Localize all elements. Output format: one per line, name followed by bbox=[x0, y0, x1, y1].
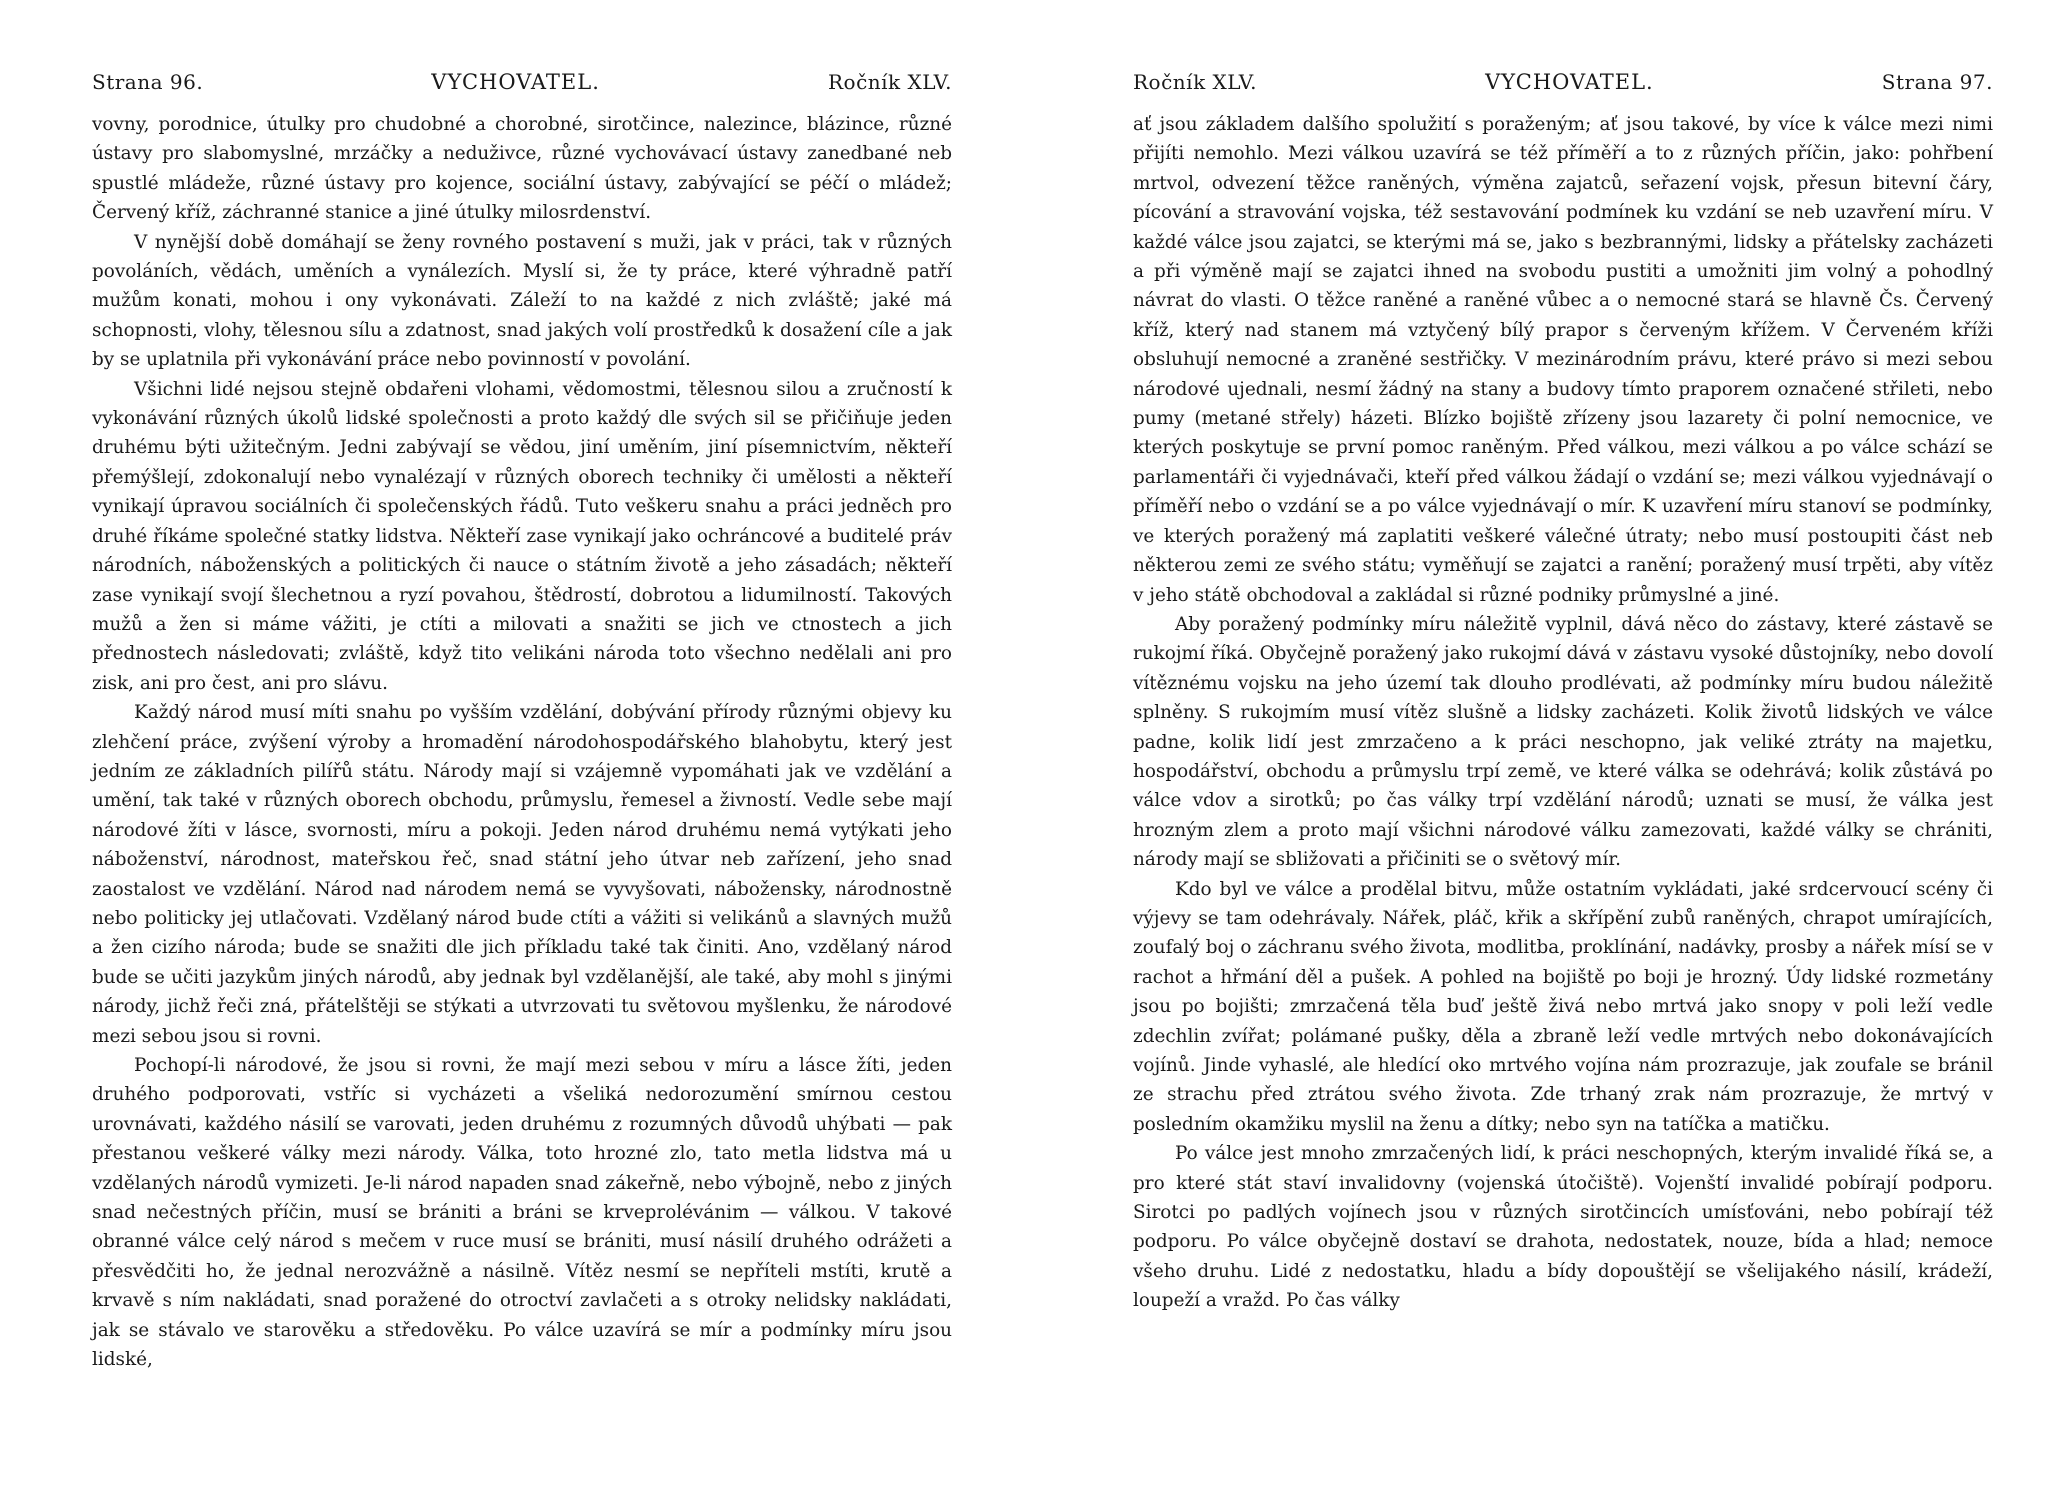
left-journal-title: VYCHOVATEL. bbox=[431, 70, 600, 94]
paragraph: Aby poražený podmínky míru náležitě vyplnil, dává něco do zástavy, které zástavě se rukojmí říká. Obyčejně poražený jako rukojmí dává v zástavu vysoké důstojníky, nebo dovolí vítěznému vojsku na jeho území tak dlouho prodlévati, až podmínky míru budou náležitě splněny. S rukojmím musí vítěz slušně a lidsky zacházeti. Kolik životů lidských ve válce padne, kolik lidí jest zmrzačeno a k práci neschopno, jak veliké ztráty na majetku, hospodářství, obchodu a průmyslu trpí země, ve které válka se odehrává; kolik zůstává po válce vdov a sirotků; po čas války trpí vzdělání národů; uznati se musí, že válka jest hrozným zlem a proto mají všichni národové válku zamezovati, každé války se chrániti, národy mají se sbližovati a přičiniti se o světový mír. bbox=[1133, 613, 1993, 871]
right-journal-title: VYCHOVATEL. bbox=[1485, 70, 1654, 94]
paragraph: Všichni lidé nejsou stejně obdařeni vlohami, vědomostmi, tělesnou silou a zručností k vykonávání různých úkolů lidské společnosti a proto každý dle svých sil se přičiňuje jeden druhému býti užitečným. Jedni zabývají se vědou, jiní uměním, jiní písemnictvím, někteří přemýšlejí, zdokonalují nebo vynalézají v různých oborech techniky či umělosti a někteří vynikají úpravou sociálních či společenských řádů. Tuto veškeru snahu a práci jedněch pro druhé říkáme společné statky lidstva. Někteří zase vynikají jako ochráncové a buditelé práv národních, náboženských a politických či nauce o státním životě a jeho zásadách; někteří zase vynikají svojí šlechetnou a ryzí povahou, štědrostí, dobrotou a lidumilností. Takových mužů a žen si máme vážiti, je ctíti a milovati a snažiti se jich ve ctnostech a jich přednostech následovati; zvláště, když tito velikáni národa toto všechno nedělali ani pro zisk, ani pro čest, ani pro slávu. bbox=[92, 378, 952, 694]
right-running-head bbox=[1133, 70, 1993, 110]
left-running-head bbox=[92, 70, 952, 110]
paragraph: Každý národ musí míti snahu po vyšším vzdělání, dobývání přírody různými objevy ku zlehčení práce, zvýšení výroby a hromadění národohospodářského blahobytu, který jest jedním ze základních pilířů státu. Národy mají si vzájemně vypomáhati jak ve vzdělání a umění, tak také v různých oborech obchodu, průmyslu, řemesel a živností. Vedle sebe mají národové žíti v lásce, svornosti, míru a pokoji. Jeden národ druhému nemá vytýkati jeho náboženství, národnost, mateřskou řeč, snad státní jeho útvar neb zařízení, jeho snad zaostalost ve vzdělání. Národ nad národem nemá se vyvyšovati, nábožensky, národnostně nebo politicky jej utlačovati. Vzdělaný národ bude ctíti a vážiti si velikánů a slavných mužů a žen cizího národa; bude se snažiti dle jich příkladu také tak činiti. Ano, vzdělaný národ bude se učiti jazykům jiných národů, aby jednak byl vzdělanější, ale také, aby mohl s jinými národy, jichž řeči zná, přátelštěji se stýkati a utvrzovati tu světovou myšlenku, že národové mezi sebou jsou si rovni. bbox=[92, 702, 952, 1047]
paragraph: ať jsou základem dalšího spolužití s poraženým; ať jsou takové, by více k válce mezi nimi přijíti nemohlo. Mezi válkou uzavírá se též příměří a to z různých příčin, jako: pohřbení mrtvol, odvezení těžce raněných, výměna zajatců, seřazení vojsk, přesun bitevní čáry, pícování a stravování vojska, též sestavování podmínek ku vzdání se neb uzavření míru. V každé válce jsou zajatci, se kterými má se, jako s bezbrannými, lidsky a přátelsky zacházeti a při výměně mají se zajatci ihned na svobodu pustiti a umožniti jim volný a pohodlný návrat do vlasti. O těžce raněné a raněné vůbec a o nemocné stará se hlavně Čs. Červený kříž, který nad stanem má vztyčený bílý prapor s červeným křížem. V Červeném kříži obsluhují nemocné a zraněné sestřičky. V mezinárodním právu, které právo si mezi sebou národové ujednali, nesmí žádný na stany a budovy tímto praporem označené střileti, nebo pumy (metané střely) házeti. Blízko bojiště zřízeny jsou lazarety či polní nemocnice, ve kterých poskytuje se první pomoc raněným. Před válkou, mezi válkou a po válce schází se parlamentáři či vyjednávači, kteří před válkou žádají o vzdání se; mezi válkou vyjednávají o příměří nebo o vzdání se a po válce vyjednávají o mír. K uzavření míru stanoví se podmínky, ve kterých poražený má zaplatiti veškeré válečné útraty; nebo musí postoupiti část neb některou zemi ze svého státu; vyměňují se zajatci a ranění; poražený musí trpěti, aby vítěz v jeho státě obchodoval a zakládal si různé podniky průmyslné a jiné. bbox=[1133, 114, 1993, 606]
right-page bbox=[1133, 70, 1993, 1316]
left-page bbox=[92, 70, 952, 1374]
left-page-number: Strana 96. bbox=[92, 70, 204, 94]
right-volume: Ročník XLV. bbox=[1133, 70, 1258, 94]
left-body-text bbox=[92, 110, 952, 1374]
paragraph: V nynější době domáhají se ženy rovného postavení s muži, jak v práci, tak v různých povoláních, vědách, uměních a vynálezích. Myslí si, že ty práce, které výhradně patří mužům konati, mohou i ony vykonávati. Záleží to na každé z nich zvláště; jaké má schopnosti, vlohy, tělesnou sílu a zdatnost, snad jakých volí prostředků k dosažení cíle a jak by se uplatnila při vykonávání práce nebo povinností v povolání. bbox=[92, 231, 952, 371]
right-page-number: Strana 97. bbox=[1881, 70, 1993, 94]
right-body-text bbox=[1133, 110, 1993, 1316]
paragraph: vovny, porodnice, útulky pro chudobné a chorobné, sirotčince, nalezince, blázince, různé ústavy pro slabomyslné, mrzáčky a neduživce, různé vychovávací ústavy zanedbané neb spustlé mládeže, různé ústavy pro kojence, sociální ústavy, zabývající se péčí o mládež; Červený kříž, záchranné stanice a jiné útulky milosrdenství. bbox=[92, 114, 952, 224]
left-volume: Ročník XLV. bbox=[827, 70, 952, 94]
paragraph: Pochopí-li národové, že jsou si rovni, že mají mezi sebou v míru a lásce žíti, jeden druhého podporovati, vstříc si vycházeti a všeliká nedorozumění smírnou cestou urovnávati, každého násilí se varovati, jeden druhému z rozumných důvodů uhýbati — pak přestanou veškeré války mezi národy. Válka, toto hrozné zlo, tato metla lidstva má u vzdělaných národů vymizeti. Je-li národ napaden snad zákeřně, nebo výbojně, nebo z jiných snad nečestných příčin, musí se brániti a bráni se krveprolévánim — válkou. V takové obranné válce celý národ s mečem v ruce musí se brániti, musí násilí druhého odrážeti a přesvědčiti ho, že jednal nerozvážně a násilně. Vítěz nesmí se nepříteli mstíti, krutě a krvavě s ním nakládati, snad poražené do otroctví zavlačeti a s otroky nelidsky nakládati, jak se stávalo ve starověku a středověku. Po válce uzavírá se mír a podmínky míru jsou lidské, bbox=[92, 1055, 952, 1371]
paragraph: Po válce jest mnoho zmrzačených lidí, k práci neschopných, kterým invalidé říká se, a pro které stát staví invalidovny (vojenská útočiště). Vojenští invalidé pobírají podporu. Sirotci po padlých vojínech jsou v různých sirotčincích umísťováni, nebo pobírají též podporu. Po válce obyčejně dostaví se drahota, nedostatek, nouze, bída a hlad; nemoce všeho druhu. Lidé z nedostatku, hladu a bídy dopouštějí se všelijakého násilí, krádeží, loupeží a vražd. Po čas války bbox=[1133, 1143, 1993, 1312]
paragraph: Kdo byl ve válce a prodělal bitvu, může ostatním vykládati, jaké srdcervoucí scény či výjevy se tam odehrávaly. Nářek, pláč, křik a skřípění zubů raněných, chrapot umírajících, zoufalý boj o záchranu svého života, modlitba, proklínání, nadávky, prosby a nářek mísí se v rachot a hřmání děl a pušek. A pohled na bojiště po boji je hrozný. Údy lidské rozmetány jsou po bojišti; zmrzačená těla buď ještě živá nebo mrtvá jako snopy v poli leží vedle zdechlin zvířat; polámané pušky, děla a zbraně leží vedle mrtvých nebo dokonávajících vojínů. Jinde vyhaslé, ale hledící oko mrtvého vojína nám prozrazuje, jak zoufale se bránil ze strachu před ztrátou svého života. Zde trhaný zrak nám prozrazuje, že mrtvý v posledním okamžiku myslil na ženu a dítky; nebo syn na tatíčka a matičku. bbox=[1133, 878, 1993, 1135]
